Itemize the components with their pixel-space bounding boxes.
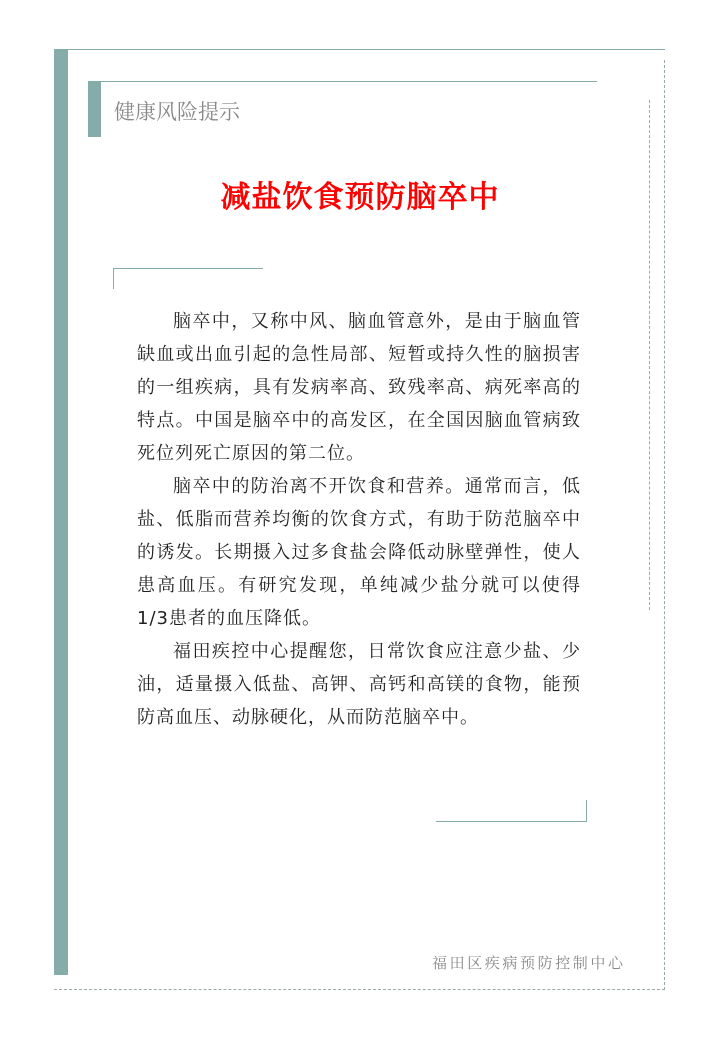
top-border-line xyxy=(68,49,665,50)
paragraph: 脑卒中的防治离不开饮食和营养。通常而言，低盐、低脂而营养均衡的饮食方式，有助于防范脑卒中的诱发。长期摄入过多食盐会降低动脉壁弹性，使人患高血压。有研究发现，单纯减少盐分就可以使得1/3患者的血压降低。 xyxy=(137,476,581,629)
bottom-dashed-border xyxy=(54,989,665,990)
section-label: 健康风险提示 xyxy=(114,100,240,124)
header-accent-bar xyxy=(88,81,101,137)
corner-bracket-bottom-right xyxy=(436,800,587,822)
page-title: 减盐饮食预防脑卒中 xyxy=(220,180,500,215)
paragraph: 脑卒中，又称中风、脑血管意外，是由于脑血管缺血或出血引起的急性局部、短暂或持久性的脑损害的一组疾病，具有发病率高、致残率高、病死率高的特点。中国是脑卒中的高发区，在全国因脑血管病致死位列死亡原因的第二位。 xyxy=(137,311,581,464)
footer-organization: 福田区疾病预防控制中心 xyxy=(432,954,626,972)
inner-dashed-line xyxy=(649,100,650,610)
paragraph: 福田疾控中心提醒您，日常饮食应注意少盐、少油，适量摄入低盐、高钾、高钙和高镁的食物，能预防高血压、动脉硬化，从而防范脑卒中。 xyxy=(137,641,581,728)
header-line xyxy=(101,81,597,82)
article-body xyxy=(137,305,581,734)
corner-bracket-top-left xyxy=(113,268,263,289)
